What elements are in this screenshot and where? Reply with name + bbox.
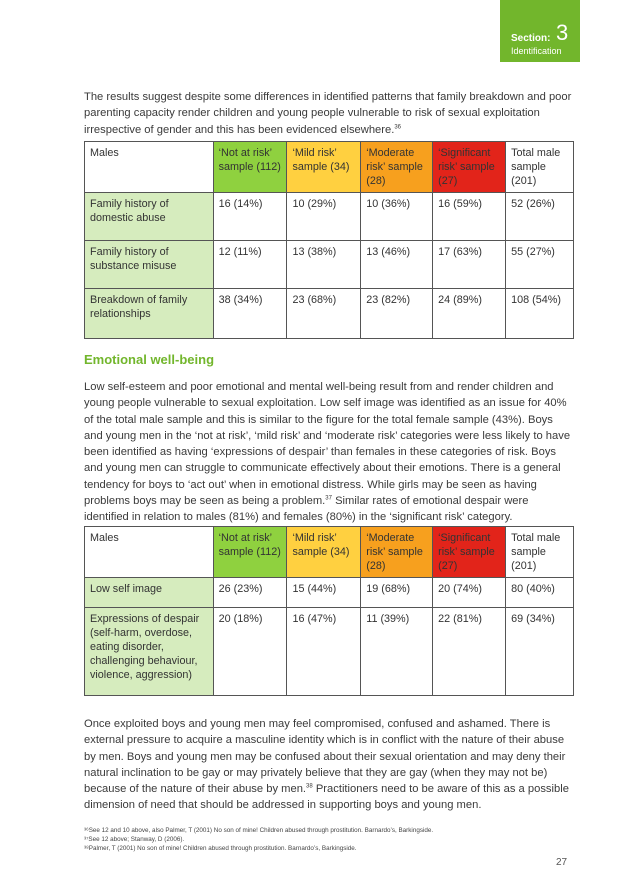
footnotes <box>84 826 574 853</box>
table-row <box>85 578 574 608</box>
header-cell-mild-risk: ‘Mild risk’ sample (34) <box>287 142 361 193</box>
table-row <box>85 193 574 241</box>
section-tab <box>500 0 580 62</box>
closing-paragraph <box>84 716 574 814</box>
emotional-wellbeing-table <box>84 526 574 696</box>
table-cell: 16 (14%) <box>213 193 287 241</box>
table-cell: 13 (38%) <box>287 241 361 289</box>
section-number: 3 <box>556 20 569 45</box>
header-cell-not-at-risk: ‘Not at risk’ sample (112) <box>213 142 287 193</box>
paragraph-text: Once exploited boys and young men may feel compromised, confused and ashamed. There is external pressure to acquire a masculine identity which is in conflict with the nature of their abuse by men. Boys and young men may be confused about their sexual orientation and may deny their natural inclination to be gay or may privately believe that they are gay (when they may not be) because of the nature of their abuse by men. <box>84 718 566 796</box>
table-row <box>85 241 574 289</box>
footnote: ³⁶See 12 and 10 above, also Palmer, T (2001) No son of mine! Children abused through prostitution. Barnardo’s, Barkingside. <box>84 827 434 834</box>
header-cell: Males <box>85 142 214 193</box>
table-cell: 69 (34%) <box>506 608 574 696</box>
header-cell: Males <box>85 527 214 578</box>
table-cell: 38 (34%) <box>213 289 287 339</box>
table-cell: 16 (59%) <box>433 193 506 241</box>
table-cell: 55 (27%) <box>506 241 574 289</box>
table-cell: 20 (74%) <box>433 578 506 608</box>
table-cell: 13 (46%) <box>361 241 433 289</box>
section-label: Section: <box>511 33 551 44</box>
table-cell: 10 (36%) <box>361 193 433 241</box>
table-cell: 22 (81%) <box>433 608 506 696</box>
header-cell-moderate-risk: ‘Moderate risk’ sample (28) <box>361 142 433 193</box>
table-cell: 10 (29%) <box>287 193 361 241</box>
row-label: Family history of substance misuse <box>85 241 214 289</box>
row-label: Breakdown of family relationships <box>85 289 214 339</box>
section-heading: Emotional well-being <box>84 352 215 367</box>
table-cell: 17 (63%) <box>433 241 506 289</box>
intro-text: The results suggest despite some differences in identified patterns that family breakdown and poor parenting capacity render children and young people vulnerable to risk of sexual exploitation irrespective of gender and this has been evidenced elsewhere. <box>84 91 572 136</box>
table-cell: 15 (44%) <box>287 578 361 608</box>
table-cell: 20 (18%) <box>213 608 287 696</box>
header-cell-significant-risk: ‘Significant risk’ sample (27) <box>433 142 506 193</box>
table-cell: 23 (82%) <box>361 289 433 339</box>
family-factors-table <box>84 141 574 339</box>
row-label: Family history of domestic abuse <box>85 193 214 241</box>
emotional-wellbeing-paragraph <box>84 379 574 526</box>
table-cell: 80 (40%) <box>506 578 574 608</box>
paragraph-text: Similar rates of emotional despair were identified in relation to males (81%) and females (80%) in the ‘significant risk’ category. <box>84 495 529 524</box>
row-label: Low self image <box>85 578 214 608</box>
header-cell-not-at-risk: ‘Not at risk’ sample (112) <box>213 527 287 578</box>
table-cell: 52 (26%) <box>506 193 574 241</box>
table-row <box>85 608 574 696</box>
table-cell: 24 (89%) <box>433 289 506 339</box>
footnote-ref-38: 38 <box>306 783 313 790</box>
table-row <box>85 289 574 339</box>
table-cell: 16 (47%) <box>287 608 361 696</box>
table-cell: 11 (39%) <box>361 608 433 696</box>
header-cell-total: Total male sample (201) <box>506 527 574 578</box>
section-title: Identification <box>511 46 562 56</box>
table-cell: 108 (54%) <box>506 289 574 339</box>
table-cell: 19 (68%) <box>361 578 433 608</box>
table-header-row <box>85 142 574 193</box>
table-header-row <box>85 527 574 578</box>
header-cell-significant-risk: ‘Significant risk’ sample (27) <box>433 527 506 578</box>
footnote: ³⁷See 12 above; Stanway, D (2006). <box>84 836 185 843</box>
header-cell-mild-risk: ‘Mild risk’ sample (34) <box>287 527 361 578</box>
paragraph-text: Practitioners need to be aware of this as a possible dimension of need that should be addressed in supporting boys and young men. <box>84 783 569 812</box>
header-cell-total: Total male sample (201) <box>506 142 574 193</box>
footnote-ref-36: 36 <box>394 123 402 130</box>
table-cell: 23 (68%) <box>287 289 361 339</box>
header-cell-moderate-risk: ‘Moderate risk’ sample (28) <box>361 527 433 578</box>
intro-paragraph <box>84 89 574 138</box>
page-number: 27 <box>556 857 568 868</box>
footnote: ³⁸Palmer, T (2001) No son of mine! Children abused through prostitution. Barnardo’s, Barkingside. <box>84 845 357 852</box>
paragraph-text: Low self-esteem and poor emotional and mental well-being result from and render children and young people vulnerable to sexual exploitation. Low self image was identified as an issue for 40% of the total male sample and this is similar to the figure for the total female sample (43%). Boys and young men in the ‘not at risk’, ‘mild risk’ and ‘moderate risk’ categories were less likely to have been identified as having ‘expressions of despair’ than females in these categories of risk. Boys and young men can struggle to communicate effectively about their emotions. There is a general tendency for boys to ‘act out’ when in emotional distress. While girls may be seen as having problems boys may be seen as being a problem. <box>84 381 571 508</box>
table-cell: 26 (23%) <box>213 578 287 608</box>
table-cell: 12 (11%) <box>213 241 287 289</box>
footnote-ref-37: 37 <box>325 495 332 502</box>
row-label: Expressions of despair (self-harm, overdose, eating disorder, challenging behaviour, violence, aggression) <box>85 608 214 696</box>
